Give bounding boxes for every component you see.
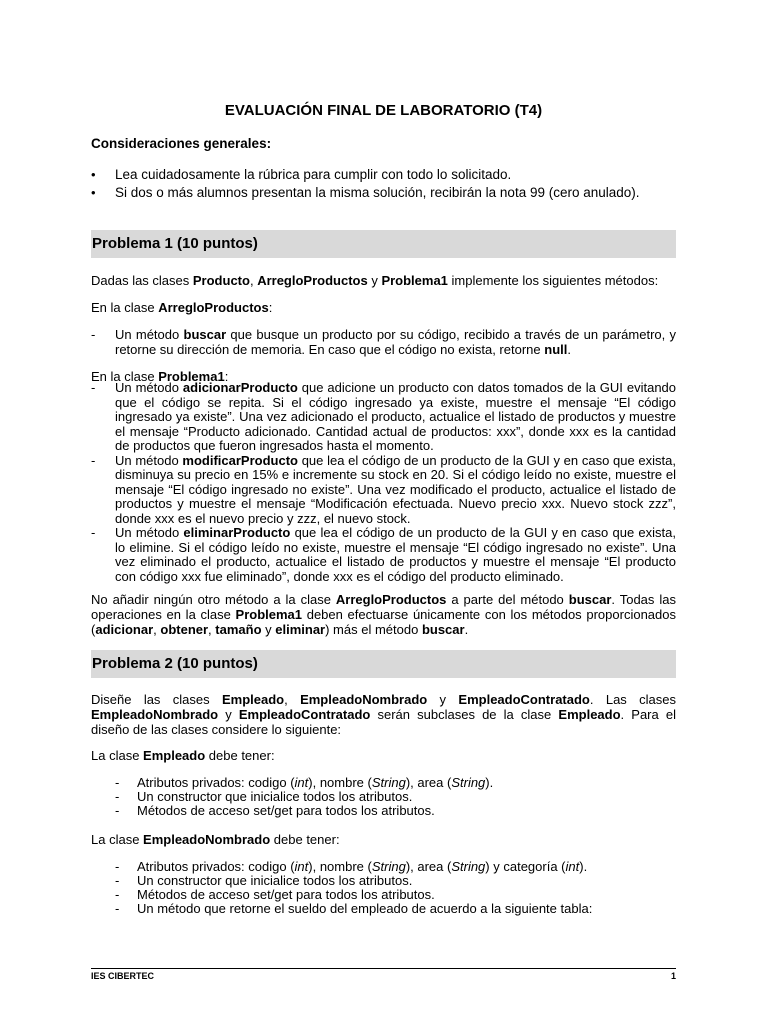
class-name: EmpleadoContratado bbox=[458, 692, 590, 707]
text: No añadir ningún otro método a la clase bbox=[91, 592, 336, 607]
dash-marker: - bbox=[115, 789, 120, 804]
list-item bbox=[115, 874, 676, 888]
list-item-text: Si dos o más alumnos presentan la misma solución, recibirán la nota 99 (cero anulado). bbox=[115, 184, 640, 200]
list-item-text: Un método que retorne el sueldo del empleado de acuerdo a la siguiente tabla: bbox=[137, 901, 593, 916]
arreglo-method-list bbox=[91, 328, 676, 357]
text: , bbox=[208, 622, 216, 637]
class-name: Problema1 bbox=[235, 607, 303, 622]
considerations-heading: Consideraciones generales: bbox=[91, 136, 272, 151]
class-name: ArregloProductos bbox=[257, 273, 368, 288]
list-item bbox=[115, 902, 676, 916]
text: , bbox=[284, 692, 301, 707]
text: ), nombre ( bbox=[308, 859, 372, 874]
dash-marker: - bbox=[115, 775, 120, 790]
text: que lea el código de un producto de la GUI y en caso que exista, lo elimine. Si el código leído no existe, muestre el mensaje “El código ingresado no existe”. Una vez eliminado el producto, actualice el listado de productos y muestre el mensaje “El producto con código xxx fue eliminado”, donde xxx es el código del producto eliminado. bbox=[115, 525, 676, 584]
method-name: buscar bbox=[183, 327, 227, 342]
document-title: EVALUACIÓN FINAL DE LABORATORIO (T4) bbox=[224, 102, 543, 119]
list-item-text: Lea cuidadosamente la rúbrica para cumplir con todo lo solicitado. bbox=[115, 166, 512, 182]
class-name: ArregloProductos bbox=[335, 592, 447, 607]
list-item bbox=[115, 888, 676, 902]
class-arreglo-heading bbox=[91, 300, 676, 315]
method-name: tamaño bbox=[215, 622, 262, 637]
type-name: String bbox=[371, 775, 406, 790]
problem2-heading: Problema 2 (10 puntos) bbox=[91, 650, 676, 678]
problema1-method-list bbox=[91, 381, 676, 584]
method-name: buscar bbox=[421, 622, 465, 637]
dash-marker: - bbox=[91, 452, 96, 468]
text: Un método bbox=[115, 327, 184, 342]
class-name: Empleado bbox=[143, 748, 206, 763]
footer-divider bbox=[91, 968, 676, 969]
list-item-text bbox=[115, 454, 676, 527]
method-name: eliminarProducto bbox=[183, 525, 291, 540]
class-name: Problema1 bbox=[381, 273, 448, 288]
text: que adicione un producto con datos tomados de la GUI evitando que el código se repita. Si el código ingresado ya existe, muestre el mensaje “El código ingresado ya existe”. Una vez adicionado el producto, actualice el listado de productos y muestre el mensaje “Producto adicionado. Cantidad actual de productos: xxx”, donde xxx es la cantidad de productos que fueron ingresados hasta el momento. bbox=[115, 380, 677, 453]
page-number: 1 bbox=[670, 971, 676, 981]
type-name: int bbox=[565, 859, 580, 874]
class-name: Empleado bbox=[221, 692, 285, 707]
list-item bbox=[115, 804, 676, 818]
problem1-intro bbox=[91, 273, 676, 288]
dash-marker: - bbox=[115, 803, 120, 818]
text: a parte del método bbox=[446, 592, 569, 607]
text: , bbox=[249, 273, 258, 288]
class-name: EmpleadoNombrado bbox=[300, 692, 428, 707]
class-name: Producto bbox=[192, 273, 250, 288]
text: que busque un producto por su código, recibido a través de un parámetro, y retorne su dirección de memoria. En caso que el código no exista, retorne bbox=[115, 327, 676, 357]
text: . Para el diseño de las clases considere lo siguiente: bbox=[91, 707, 676, 737]
problem1-closing bbox=[91, 592, 676, 637]
type-name: String bbox=[451, 775, 486, 790]
dash-marker: - bbox=[115, 873, 120, 888]
list-item-text bbox=[137, 860, 676, 874]
bullet-icon: • bbox=[91, 166, 96, 182]
text: serán subclases de la clase bbox=[370, 707, 559, 722]
list-item-text bbox=[115, 526, 676, 584]
list-item bbox=[91, 183, 676, 201]
text: Un método bbox=[115, 380, 183, 395]
text: ). bbox=[485, 775, 494, 790]
list-item-text: Métodos de acceso set/get para todos los atributos. bbox=[137, 887, 435, 902]
text: y bbox=[218, 707, 239, 722]
list-item-text: Métodos de acceso set/get para todos los atributos. bbox=[137, 803, 435, 818]
type-name: int bbox=[294, 859, 309, 874]
class-name: EmpleadoNombrado bbox=[143, 832, 271, 847]
keyword: null bbox=[544, 341, 568, 357]
list-item-text bbox=[137, 776, 676, 790]
bullet-icon: • bbox=[91, 184, 96, 200]
class-name: Empleado bbox=[558, 707, 621, 722]
text: . bbox=[567, 341, 571, 357]
nombrado-requirements bbox=[115, 860, 676, 916]
text: La clase bbox=[91, 748, 144, 763]
nombrado-heading bbox=[91, 832, 676, 847]
problem2-intro bbox=[91, 692, 676, 737]
method-name: buscar bbox=[568, 592, 612, 607]
text: que lea el código de un producto de la GUI y en caso que exista, disminuya su precio en 15% e incremente su stock en 20. Si el código leído no existe, muestre el mensaje “El código ingresado no existe”. Una vez modificado el producto, actualice el listado de productos y muestre el mensaje “Modificación efectuada. Nuevo precio xxx. Nuevo stock zzz”, donde xxx es el nuevo precio y zzz, el nuevo stock. bbox=[115, 452, 676, 526]
footer-institution: IES CIBERTEC bbox=[91, 971, 155, 981]
type-name: String bbox=[371, 859, 406, 874]
class-name: Problema1 bbox=[158, 369, 225, 384]
text: ). bbox=[579, 859, 588, 874]
text: debe tener: bbox=[205, 748, 275, 763]
method-name: adicionarProducto bbox=[182, 380, 298, 395]
text: Un método bbox=[115, 452, 183, 468]
text: Un método bbox=[115, 525, 184, 540]
type-name: int bbox=[294, 775, 309, 790]
dash-marker: - bbox=[115, 887, 120, 902]
text: deben efectuarse únicamente con los métodos proporcionados ( bbox=[91, 607, 676, 637]
list-item-text bbox=[115, 381, 676, 454]
class-name: EmpleadoNombrado bbox=[91, 707, 219, 722]
text: Diseñe las clases bbox=[91, 692, 222, 707]
text: . bbox=[464, 622, 469, 637]
text: , bbox=[153, 622, 161, 637]
text: ) más el método bbox=[325, 622, 422, 637]
text: ) y categoría ( bbox=[485, 859, 566, 874]
text: ), area ( bbox=[405, 859, 452, 874]
text: ), area ( bbox=[405, 775, 452, 790]
dash-marker: - bbox=[115, 901, 120, 916]
dash-marker: - bbox=[91, 380, 96, 395]
text: Atributos privados: codigo ( bbox=[137, 859, 295, 874]
method-name: eliminar bbox=[275, 622, 326, 637]
text: implemente los siguientes métodos: bbox=[447, 273, 659, 288]
list-item bbox=[91, 381, 676, 454]
dash-marker: - bbox=[91, 327, 96, 342]
considerations-list bbox=[91, 165, 676, 201]
text: Atributos privados: codigo ( bbox=[137, 775, 295, 790]
list-item bbox=[91, 165, 676, 183]
text: ), nombre ( bbox=[308, 775, 372, 790]
list-item bbox=[91, 454, 676, 527]
class-name: EmpleadoContratado bbox=[238, 707, 371, 722]
text: La clase bbox=[91, 832, 144, 847]
text: . Todas las operaciones en la clase bbox=[91, 592, 676, 622]
list-item bbox=[91, 526, 676, 584]
text: y bbox=[261, 622, 276, 637]
method-name: modificarProducto bbox=[182, 452, 298, 468]
list-item bbox=[91, 328, 676, 357]
text: debe tener: bbox=[270, 832, 340, 847]
empleado-heading bbox=[91, 748, 676, 763]
list-item-text bbox=[115, 328, 676, 357]
problem1-heading: Problema 1 (10 puntos) bbox=[91, 230, 676, 258]
text: . Las clases bbox=[589, 692, 676, 707]
text: Dadas las clases bbox=[91, 273, 193, 288]
text: y bbox=[367, 273, 382, 288]
class-name: ArregloProductos bbox=[158, 300, 269, 315]
dash-marker: - bbox=[91, 525, 96, 540]
text: En la clase bbox=[91, 300, 159, 315]
text: : bbox=[224, 369, 229, 384]
list-item bbox=[115, 860, 676, 874]
list-item bbox=[115, 776, 676, 790]
method-name: adicionar bbox=[95, 622, 154, 637]
text: y bbox=[427, 692, 459, 707]
list-item-text: Un constructor que inicialice todos los atributos. bbox=[137, 873, 413, 888]
empleado-requirements bbox=[115, 776, 676, 818]
method-name: obtener bbox=[160, 622, 209, 637]
list-item bbox=[115, 790, 676, 804]
type-name: String bbox=[451, 859, 486, 874]
dash-marker: - bbox=[115, 859, 120, 874]
text: En la clase bbox=[91, 369, 159, 384]
text: : bbox=[268, 300, 273, 315]
list-item-text: Un constructor que inicialice todos los atributos. bbox=[137, 789, 413, 804]
